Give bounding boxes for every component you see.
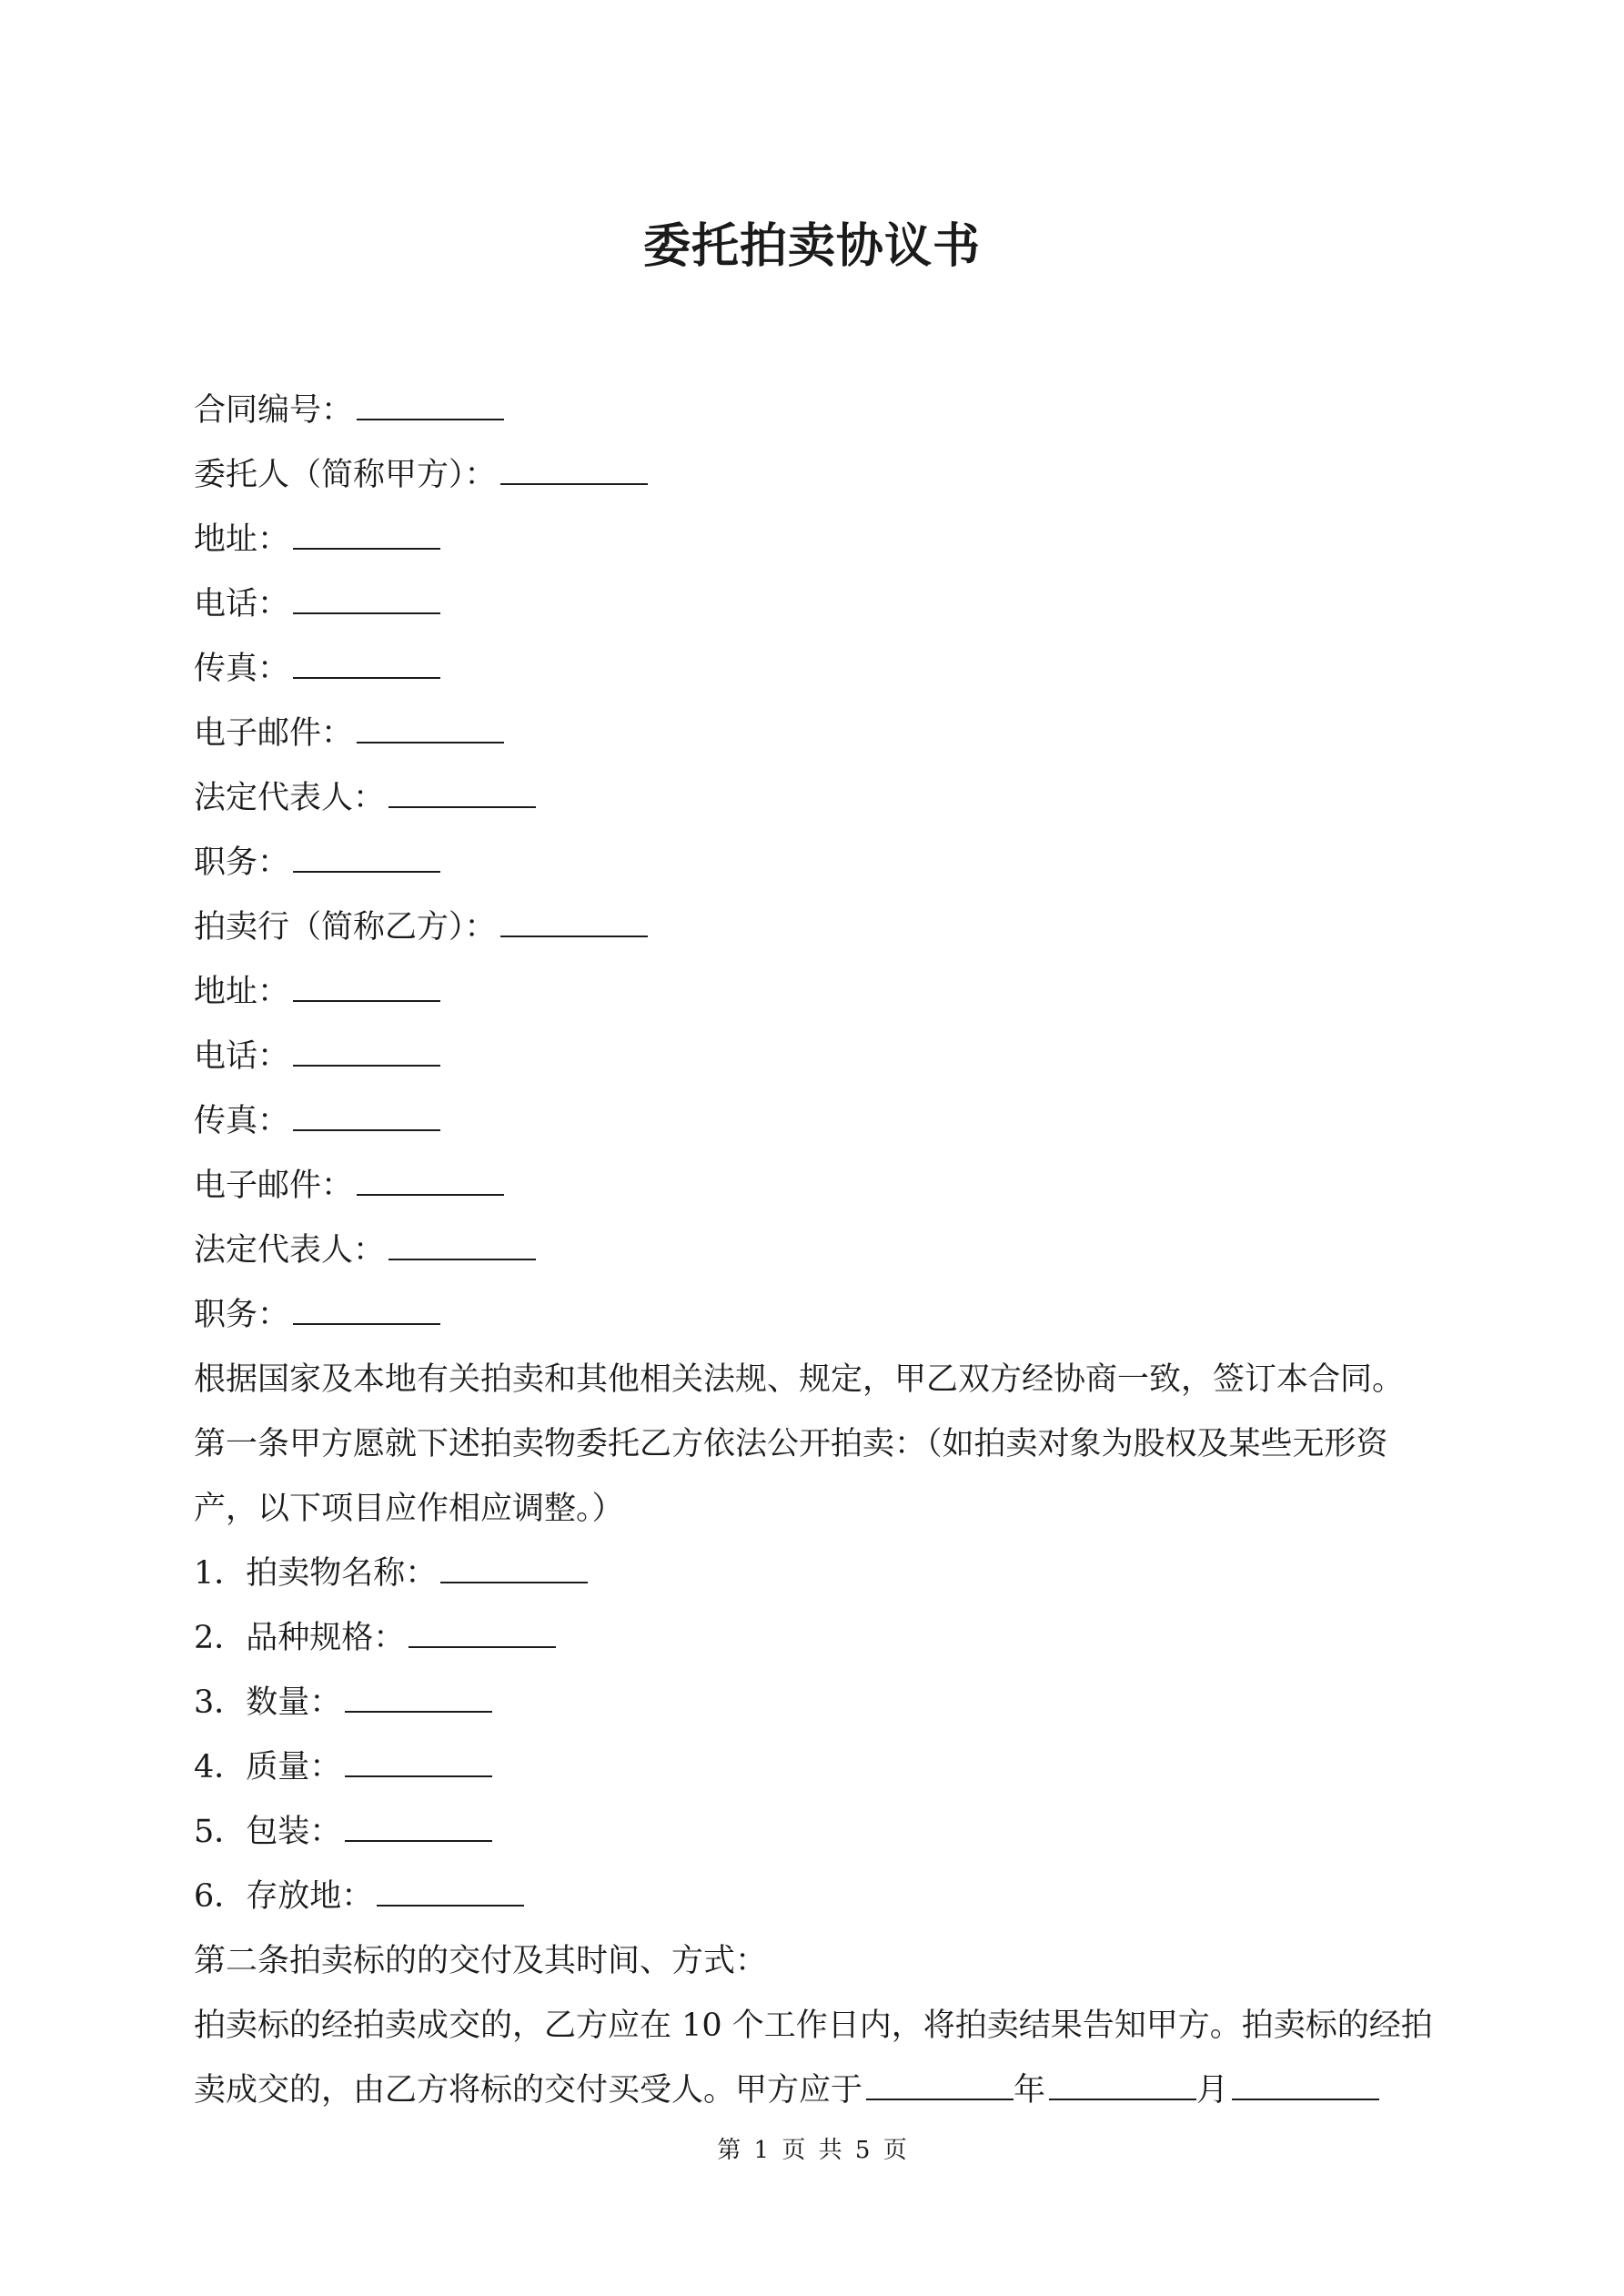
- item-spec: 2．品种规格：: [194, 1606, 1449, 1671]
- field-party-a-email: 电子邮件：: [194, 702, 1449, 766]
- blank-line: [409, 1610, 556, 1648]
- blank-line: [500, 899, 648, 937]
- field-party-a-address: 地址：: [194, 508, 1449, 572]
- item-name: 1．拍卖物名称：: [194, 1542, 1449, 1606]
- field-party-a-phone: 电话：: [194, 572, 1449, 637]
- blank-line: [388, 1222, 536, 1260]
- blank-line: [293, 1028, 440, 1067]
- field-party-b-email: 电子邮件：: [194, 1154, 1449, 1219]
- blank-line: [345, 1739, 492, 1777]
- blank-line: [388, 770, 536, 808]
- blank-line: [357, 705, 504, 743]
- page-footer: 第 1 页 共 5 页: [717, 2137, 907, 2164]
- item-quality: 4．质量：: [194, 1735, 1449, 1800]
- document-body: [194, 379, 1449, 2123]
- blank-line: [293, 641, 440, 679]
- field-contract-number: 合同编号：: [194, 379, 1449, 443]
- article-1-paragraph: 第一条甲方愿就下述拍卖物委托乙方依法公开拍卖：（如拍卖对象为股权及某些无形资产，以下项目应作相应调整。）: [194, 1426, 1388, 1527]
- blank-line: [357, 1158, 504, 1196]
- item-storage: 6．存放地：: [194, 1865, 1449, 1929]
- item-quantity: 3．数量：: [194, 1671, 1449, 1735]
- field-party-a-position: 职务：: [194, 831, 1449, 895]
- blank-line: [866, 2062, 1014, 2100]
- blank-line: [377, 1868, 524, 1907]
- preamble-paragraph: 根据国家及本地有关拍卖和其他相关法规、规定，甲乙双方经协商一致，签订本合同。: [194, 1361, 1405, 1398]
- field-party-a-legal-rep: 法定代表人：: [194, 766, 1449, 831]
- field-party-b-fax: 传真：: [194, 1089, 1449, 1154]
- blank-line: [1232, 2062, 1379, 2100]
- blank-line: [1049, 2062, 1196, 2100]
- blank-line: [345, 1674, 492, 1713]
- blank-line: [293, 1287, 440, 1325]
- blank-line: [293, 576, 440, 614]
- blank-line: [500, 447, 648, 485]
- field-party-b-legal-rep: 法定代表人：: [194, 1219, 1449, 1283]
- blank-line: [293, 834, 440, 873]
- header-fields: [194, 379, 1449, 1348]
- blank-line: [357, 382, 504, 420]
- blank-line: [440, 1545, 588, 1583]
- blank-line: [293, 511, 440, 550]
- field-party-b-position: 职务：: [194, 1283, 1449, 1348]
- field-party-b: 拍卖行（简称乙方）：: [194, 895, 1449, 960]
- field-party-b-address: 地址：: [194, 960, 1449, 1025]
- field-party-b-phone: 电话：: [194, 1025, 1449, 1089]
- blank-line: [293, 1093, 440, 1131]
- document-title: 委托拍卖协议书: [642, 218, 981, 274]
- field-party-a: 委托人（简称甲方）：: [194, 443, 1449, 508]
- item-list: [194, 1542, 1449, 1929]
- article-2-heading: 第二条拍卖标的的交付及其时间、方式：: [194, 1943, 768, 1979]
- field-party-a-fax: 传真：: [194, 637, 1449, 702]
- item-packaging: 5．包装：: [194, 1800, 1449, 1865]
- blank-line: [345, 1804, 492, 1842]
- blank-line: [293, 964, 440, 1002]
- article-2-paragraph: 拍卖标的经拍卖成交的，乙方应在 10 个工作日内，将拍卖结果告知甲方。拍卖标的经拍卖成交的，由乙方将标的交付买受人。甲方应于 年 月: [194, 2008, 1433, 2109]
